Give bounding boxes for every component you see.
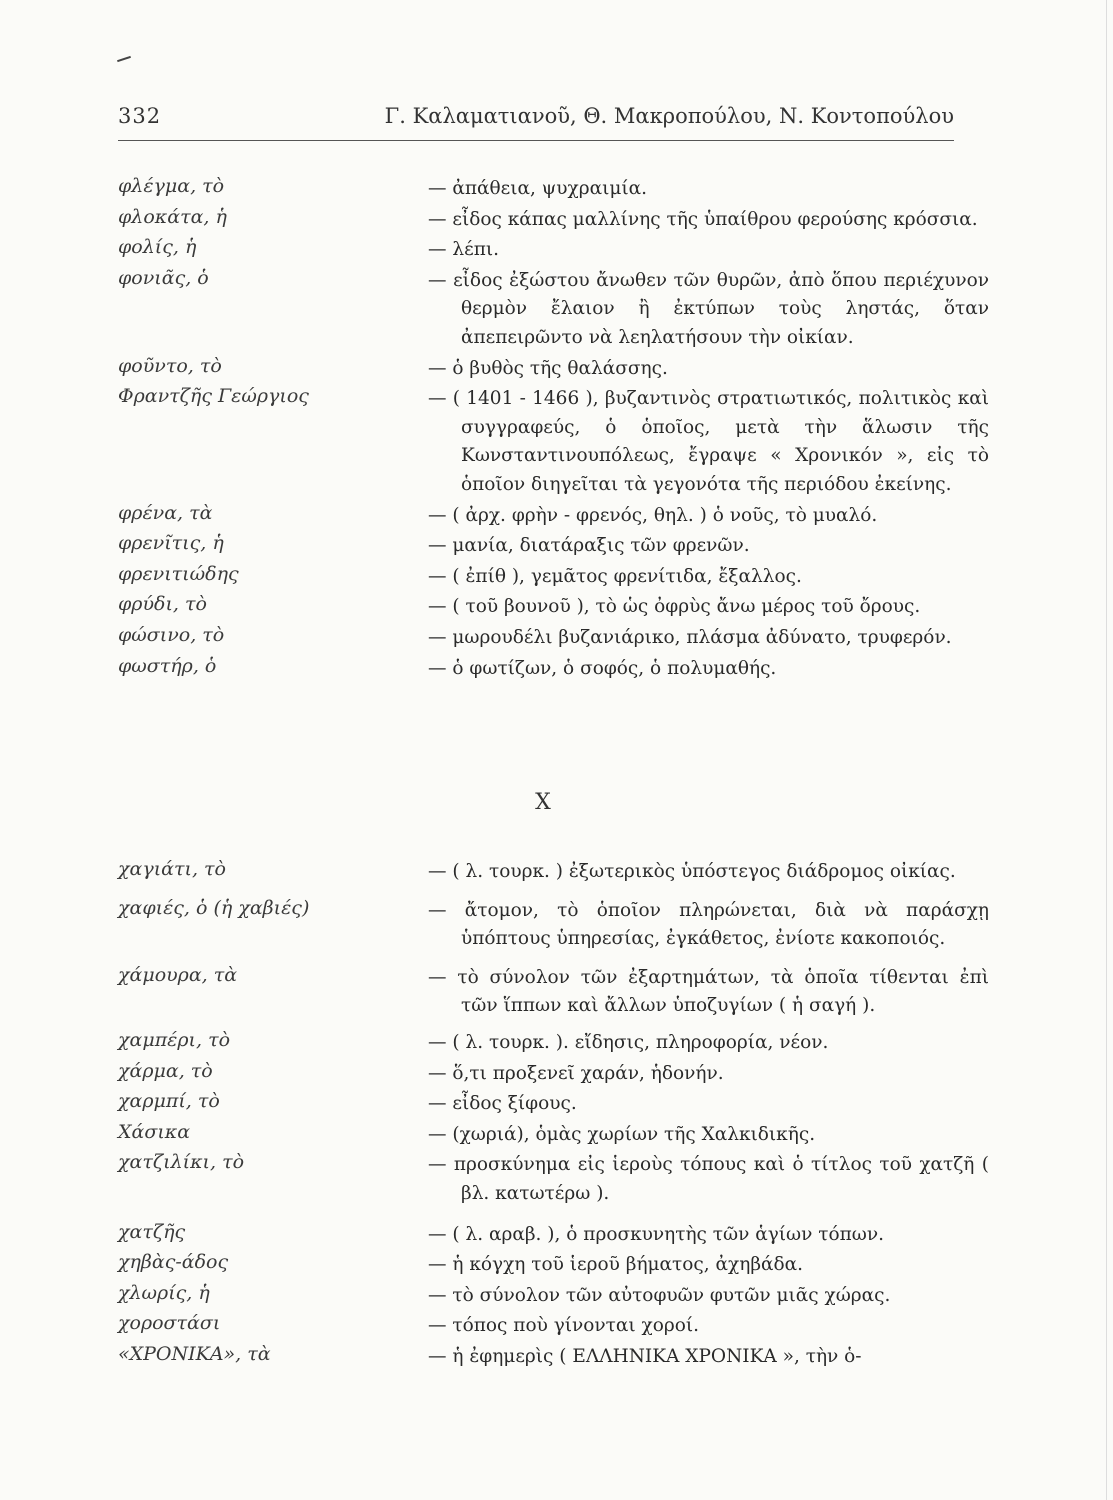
glossary-entry [118, 502, 968, 531]
glossary-entry [118, 1151, 989, 1208]
running-header [118, 104, 954, 141]
glossary-entry [118, 1221, 968, 1250]
entry-term: χοροστάσι [118, 1312, 221, 1335]
entry-term: φολίς, ἡ [118, 236, 197, 259]
entry-definition: — λέπι. [428, 239, 499, 261]
entry-term: φλέγμα, τὸ [118, 175, 225, 197]
entry-term: χλωρίς, ἡ [118, 1281, 210, 1304]
glossary-entry [118, 1251, 968, 1280]
entry-term: φρύδι, τὸ [118, 593, 207, 616]
entry-term: φοῦντο, τὸ [118, 354, 222, 377]
glossary-entry [118, 266, 989, 353]
glossary-entry [118, 593, 968, 622]
entry-term: φλοκάτα, ἡ [118, 205, 227, 228]
glossary-entry [118, 532, 968, 561]
entry-definition: — τὸ σύνολον τῶν αὐτοφυῶν φυτῶν μιᾶς χώρας. [428, 1284, 891, 1306]
page-edge [1106, 0, 1107, 1500]
glossary-entry [118, 655, 968, 684]
glossary-entry [118, 1090, 968, 1119]
glossary-entry [118, 624, 968, 653]
entry-term: φονιᾶς, ὁ [118, 266, 209, 289]
glossary-entry [118, 1282, 968, 1311]
entry-definition: — ( λ. τουρκ. ) ἐξωτερικὸς ὑπόστεγος διάδρομος οἰκίας. [428, 861, 956, 882]
entry-term: Χάσικα [118, 1120, 191, 1143]
glossary-entry [118, 385, 989, 499]
entry-term: χάμουρα, τὰ [118, 963, 238, 986]
entry-definition: — ( λ. τουρκ. ). εἴδησις, πληροφορία, νέον. [428, 1031, 829, 1053]
entry-definition: — ( ἐπίθ ), γεμᾶτος φρενίτιδα, ἔξαλλος. [428, 565, 802, 587]
entry-definition: — (χωριά), ὁμὰς χωρίων τῆς Χαλκιδικῆς. [428, 1123, 816, 1145]
pen-mark [117, 56, 131, 62]
glossary-entry [118, 1121, 968, 1150]
entry-definition: — εἶδος κάπας μαλλίνης τῆς ὑπαίθρου φερούσης κρόσσια. [428, 208, 978, 230]
entry-definition: — μανία, διατάραξις τῶν φρενῶν. [428, 535, 750, 557]
glossary-entry [118, 355, 968, 384]
entry-term: φώσινο, τὸ [118, 623, 225, 646]
entry-definition: — μωρουδέλι βυζανιάρικο, πλάσμα ἀδύνατο, τρυφερόν. [428, 626, 952, 648]
entry-definition: — τὸ σύνολον τῶν ἐξαρτημάτων, τὰ ὁποῖα τίθενται ἐπὶ τῶν ἵππων καὶ ἄλλων ὑποζυγίων ( ἡ σαγή ). [428, 966, 989, 1017]
entry-definition: — τόπος ποὺ γίνονται χοροί. [428, 1315, 700, 1337]
glossary-entry [118, 175, 968, 204]
glossary-entry [118, 563, 968, 592]
entry-definition: — ( λ. αραβ. ), ὁ προσκυνητὴς τῶν ἁγίων τόπων. [428, 1223, 884, 1245]
glossary-body [118, 175, 989, 1367]
entry-term: χατζῆς [118, 1220, 186, 1243]
entry-definition: — ἡ κόγχη τοῦ ἱεροῦ βήματος, ἀχηβάδα. [428, 1254, 804, 1276]
glossary-section-phi [118, 175, 989, 683]
page-number: 332 [118, 104, 162, 128]
entry-term: χατζιλίκι, τὸ [118, 1151, 245, 1174]
glossary-entry [118, 896, 989, 954]
running-title: Γ. Καλαματιανοῦ, Θ. Μακροπούλου, Ν. Κοντοπούλου [384, 104, 954, 128]
glossary-entry [118, 236, 968, 265]
glossary-entry [118, 1343, 968, 1372]
entry-definition: — ὁ φωτίζων, ὁ σοφός, ὁ πολυμαθής. [428, 657, 777, 679]
entry-term: φρένα, τὰ [118, 501, 213, 524]
glossary-section-chi [118, 858, 989, 1374]
entry-definition: — ( τοῦ βουνοῦ ), τὸ ὡς ὀφρὺς ἄνω μέρος τοῦ ὄρους. [428, 596, 921, 618]
entry-definition: — εἶδος ξίφους. [428, 1093, 577, 1115]
entry-definition: — ὅ,τι προξενεῖ χαράν, ἡδονήν. [428, 1062, 724, 1084]
glossary-entry [118, 1060, 968, 1089]
entry-definition: — προσκύνημα εἰς ἱεροὺς τόπους καὶ ὁ τίτλος τοῦ χατζῆ ( βλ. κατωτέρω ). [428, 1154, 989, 1204]
section-heading-chi: Χ [535, 790, 551, 815]
entry-definition: — ( 1401 - 1466 ), βυζαντινὸς στρατιωτικός, πολιτικὸς καὶ συγγραφεύς, ὁ ὁποῖος, μετὰ τὴν ἅλωσιν τῆς Κωνσταντινουπόλεως, ἔγραψε « Χρονικόν », εἰς τὸ ὁποῖον διηγεῖται τὰ γεγονότα τῆς περιόδου ἐκείνης. [428, 388, 989, 495]
entry-definition: — εἶδος ἐξώστου ἄνωθεν τῶν θυρῶν, ἀπὸ ὅπου περιέχυνον θερμὸν ἔλαιον ἢ ἐκτύπων τοὺς ληστάς, ὅταν ἀπεπειρῶντο νὰ λεηλατήσουν τὴν οἰκίαν. [428, 269, 989, 348]
entry-term: φρενιτιώδης [118, 562, 239, 585]
entry-term: χάρμα, τὸ [118, 1059, 213, 1082]
entry-definition: — ἀπάθεια, ψυχραιμία. [428, 178, 647, 199]
glossary-entry [118, 205, 978, 235]
entry-term: «ΧΡΟΝΙΚΑ», τὰ [118, 1342, 271, 1365]
entry-term: Φραντζῆς Γεώργιος [118, 385, 309, 408]
entry-term: φωστήρ, ὁ [118, 654, 217, 677]
glossary-entry [118, 963, 989, 1021]
entry-term: χαγιάτι, τὸ [118, 858, 226, 880]
entry-definition: — ( ἀρχ. φρὴν - φρενός, θηλ. ) ὁ νοῦς, τὸ μυαλό. [428, 504, 878, 526]
entry-definition: — ὁ βυθὸς τῆς θαλάσσης. [428, 357, 668, 379]
glossary-entry [118, 1029, 968, 1058]
entry-term: χαμπέρι, τὸ [118, 1028, 231, 1051]
entry-term: φρενῖτις, ἡ [118, 532, 224, 555]
glossary-entry [118, 858, 968, 887]
entry-term: χηβὰς-άδος [118, 1251, 229, 1274]
glossary-entry [118, 1312, 968, 1341]
entry-term: χαφιές, ὁ (ἡ χαβιές) [118, 896, 310, 919]
entry-definition: — ἡ ἐφημερὶς ( ΕΛΛΗΝΙΚΑ ΧΡΟΝΙΚΑ », τὴν ὁ- [428, 1345, 862, 1367]
entry-definition: — ἄτομον, τὸ ὁποῖον πληρώνεται, διὰ νὰ παράσχῃ ὑπόπτους ὑπηρεσίας, ἐγκάθετος, ἐνίοτε κακοποιός. [428, 899, 989, 950]
entry-term: χαρμπί, τὸ [118, 1090, 220, 1113]
